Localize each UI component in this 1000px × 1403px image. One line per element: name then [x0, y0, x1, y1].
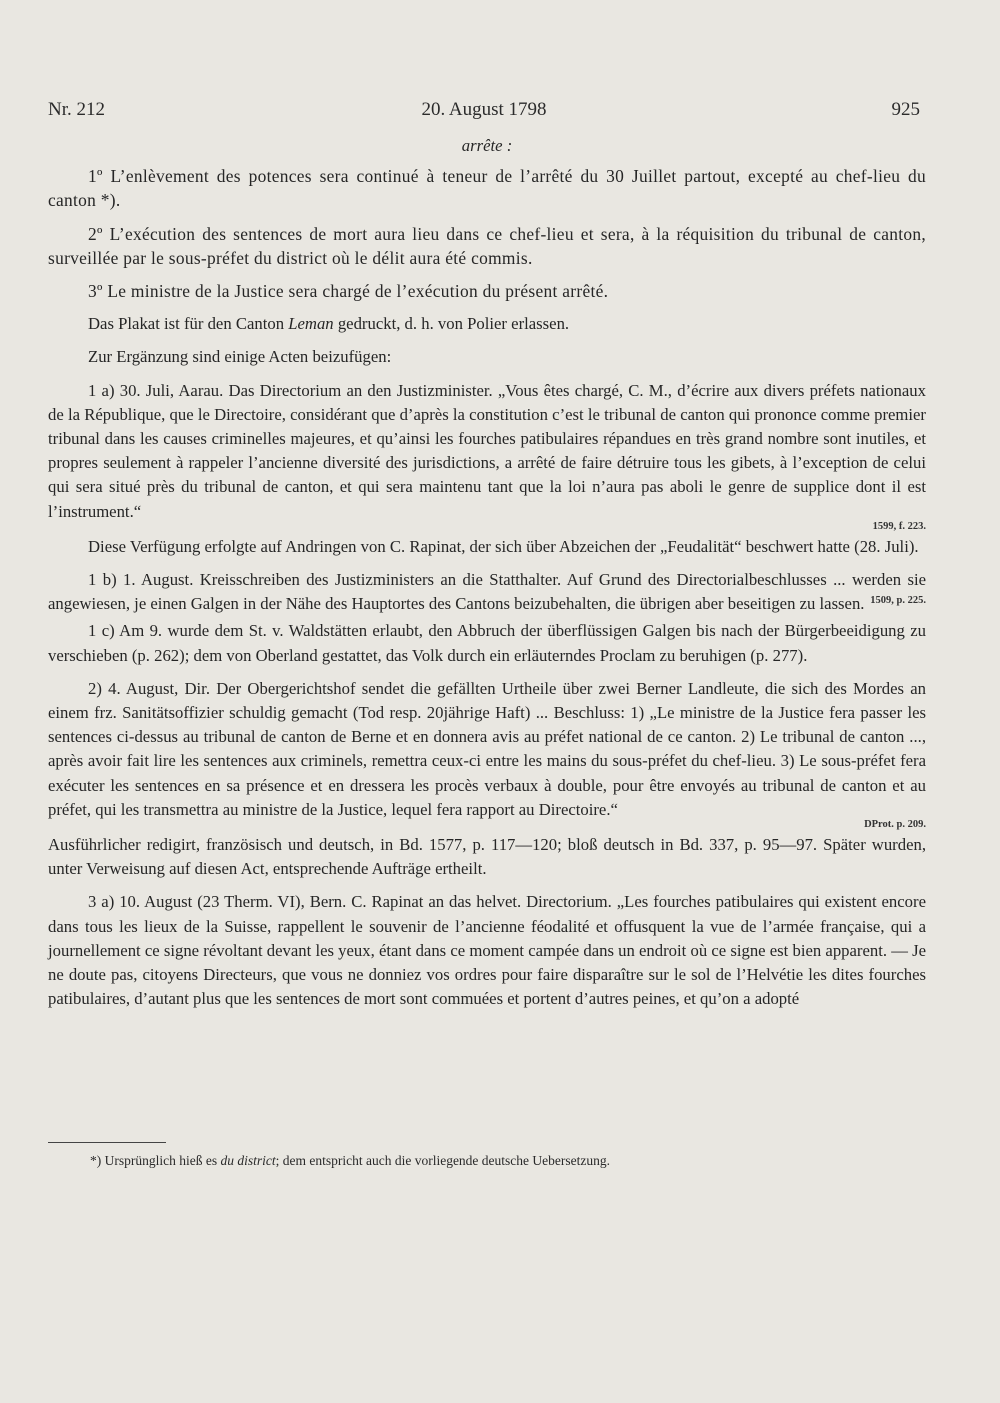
page-number: 925	[891, 99, 920, 120]
article-3: 3º Le ministre de la Justice sera chargé de l’exécution du présent arrêté.	[88, 281, 609, 302]
plakat-note-post: gedruckt, d. h. von Polier erlassen.	[333, 314, 570, 334]
page-header	[48, 99, 920, 123]
footnote	[90, 1153, 610, 1169]
arrete-heading: arrête :	[461, 136, 513, 155]
act-1a: 1 a) 30. Juli, Aarau. Das Directorium an den Justizminister. „Vous êtes chargé, C. M., d’écrire aux divers préfets nationaux de la République, que le Directoire, considérant que d’après la constitution c’est le tribunal de canton qui prononce comme premier tribunal dans les causes criminelles majeures, et qu’ainsi les fourches patibulaires répandues en très grand nombre sont inutiles, et propres seulement à rappeler l’ancienne diversité des jurisdictions, a arrêté de faire détruire tous les gibets, à l’exception de celui qui sera situé près du tribunal de canton, et qui sera maintenu tant que la loi n’aura pas aboli le genre de supplice dont il est l’instrument.“	[48, 380, 926, 521]
article-1: 1º L’enlèvement des potences sera continué à teneur de l’arrêté du 30 Juillet partout, excepté au chef-lieu du canton *).	[48, 166, 926, 211]
plakat-note-italic: Leman	[288, 314, 334, 334]
document-number: Nr. 212	[48, 99, 105, 120]
header-date: 20. August 1798	[421, 99, 547, 120]
act-1b: 1 b) 1. August. Kreisschreiben des Justizministers an die Statthalter. Auf Grund des Directorialbeschlusses ... werden sie angewiesen, je einen Galgen in der Nähe des Hauptortes des Cantons beizubehalten, die übrigen aber beseitigen zu lassen.	[48, 570, 926, 614]
footnote-post: ; dem entspricht auch die vorliegende deutsche Uebersetzung.	[275, 1153, 611, 1168]
act-3a: 3 a) 10. August (23 Therm. VI), Bern. C. Rapinat an das helvet. Directorium. „Les fourches patibulaires qui existent encore dans tous les lieux de la Suisse, rappellent le souvenir de l’ancienne féodalité et offusquent la vue de l’armée française, qui a journellement ce signe révoltant devant les yeux, étant dans ce moment campée dans un endroit où ce signe est bien apparent. — Je ne doute pas, citoyens Directeurs, que vous ne donniez vos ordres pour faire disparaître sur le sol de l’Helvétie les dites fourches patibulaires, d’autant plus que les sentences de mort sont commuées et portent d’autres peines, et qu’on a adopté	[48, 892, 926, 1009]
plakat-note-pre: Das Plakat ist für den Canton	[88, 314, 289, 334]
act-1c: 1 c) Am 9. wurde dem St. v. Waldstätten erlaubt, den Abbruch der überflüssigen Galgen bis nach der Bürgerbeeidigung zu verschieben (p. 262); dem von Oberland gestattet, das Volk durch ein erläuterndes Proclam zu beruhigen (p. 277).	[48, 621, 926, 665]
supplement-intro: Zur Ergänzung sind einige Acten beizufügen:	[88, 347, 392, 367]
source-ref-1a: 1599, f. 223.	[872, 520, 926, 532]
act-1a-comment: Diese Verfügung erfolgte auf Andringen von C. Rapinat, der sich über Abzeichen der „Feudalität“ beschwert hatte (28. Juli).	[88, 536, 919, 556]
act-2: 2) 4. August, Dir. Der Obergerichtshof sendet die gefällten Urtheile über zwei Berner Landleute, die sich des Mordes an einem frz. Sanitätsoffizier schuldig gemacht (Tod resp. 20jährige Haft) ... Beschluss: 1) „Le ministre de la Justice fera passer les sentences ci-dessus au tribunal de canton de Berne et en donnera avis au préfet national de ce canton. 2) Le tribunal de canton ..., après avoir fait lire les sentences aux criminels, remettra ceux-ci entre les mains du sous-préfet du chef-lieu. 3) Le sous-préfet fera exécuter les sentences en sa présence et en dressera les procès verbaux à double, pour être envoyés au tribunal de canton et au préfet, qui les transmettra au ministre de la Justice, lequel fera rapport au Directoire.“	[48, 678, 926, 819]
footnote-divider	[48, 1142, 166, 1143]
footnote-italic: du district	[220, 1153, 276, 1168]
act-2-comment: Ausführlicher redigirt, französisch und deutsch, in Bd. 1577, p. 117—120; bloß deutsch in Bd. 337, p. 95—97. Später wurden, unter Verweisung auf diesen Act, entsprechende Aufträge ertheilt.	[48, 835, 926, 879]
main-text	[48, 134, 926, 1021]
article-2: 2º L’exécution des sentences de mort aura lieu dans ce chef-lieu et sera, à la réquisition du tribunal de canton, surveillée par le sous-préfet du district où le délit aura été commis.	[48, 223, 926, 268]
source-ref-1b: 1509, p. 225.	[870, 595, 926, 607]
plakat-note	[48, 312, 926, 336]
footnote-pre: *) Ursprünglich hieß es	[90, 1153, 221, 1168]
source-ref-2: DProt. p. 209.	[864, 819, 926, 831]
